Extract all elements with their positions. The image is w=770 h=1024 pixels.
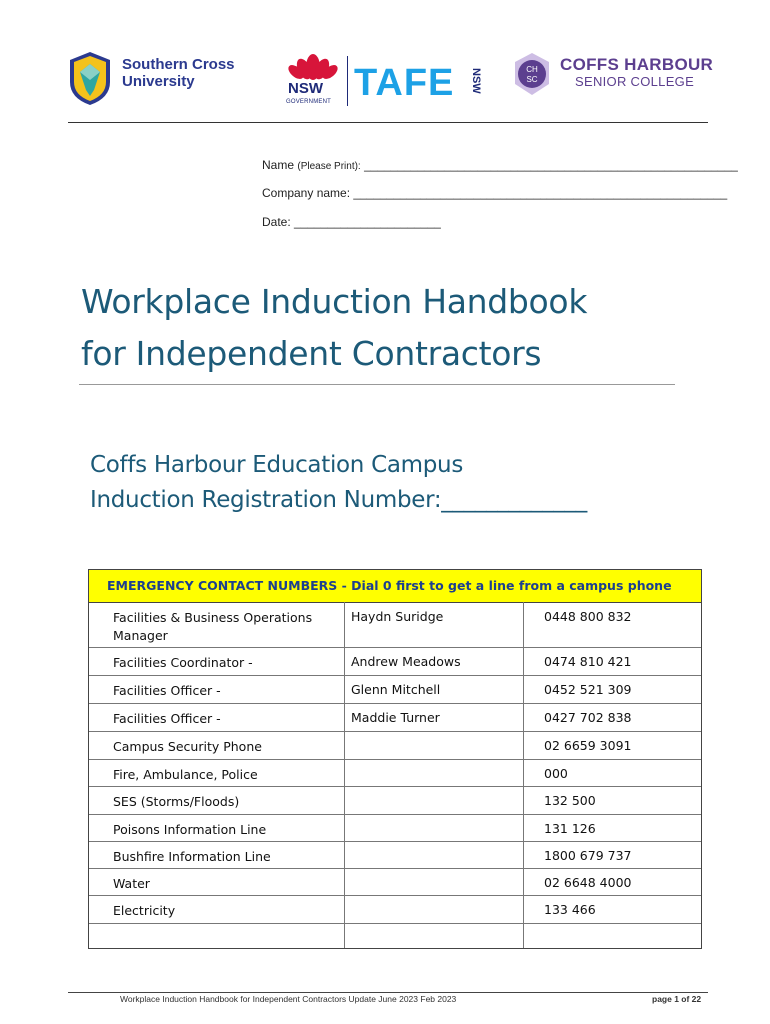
footer-document-title: Workplace Induction Handbook for Independent Contractors Update June 2023 Feb 2023 [120,994,457,1004]
contact-role: Fire, Ambulance, Police [113,767,258,782]
contact-row [89,815,701,842]
contact-row [89,896,701,924]
date-field[interactable] [262,215,441,229]
company-name-label: Company name: [262,186,351,200]
contact-phone: 0474 810 421 [544,654,632,669]
emergency-table-body [89,603,701,948]
contact-row [89,869,701,896]
title-line-2: for Independent Contractors [81,334,542,373]
contact-role: Poisons Information Line [113,822,267,837]
contact-role: Facilities & Business Operations Manager [113,610,313,643]
contact-phone: 0427 702 838 [544,710,632,725]
svg-text:CH: CH [526,65,538,74]
nsw-government-logo [282,50,342,110]
contact-row [89,787,701,815]
svg-text:NSW: NSW [470,68,482,94]
name-blank-line: ________________________________________________________ [364,158,738,172]
contact-role: Bushfire Information Line [113,849,271,864]
southern-cross-university-logo [68,50,268,108]
date-label: Date: [262,215,291,229]
contact-name: Haydn Suridge [351,609,444,624]
contact-row [89,924,701,948]
contact-name: Glenn Mitchell [351,682,441,697]
contact-row [89,676,701,704]
contact-name: Andrew Meadows [351,654,461,669]
emergency-contacts-table [88,569,702,949]
name-field[interactable] [262,158,738,172]
waratah-flower-icon [284,50,342,84]
contact-phone: 0452 521 309 [544,682,632,697]
tafe-logo-text: TAFE [354,62,455,104]
document-title [81,276,587,380]
contact-name: Maddie Turner [351,710,440,725]
contact-row [89,648,701,676]
logo-divider [347,56,348,106]
title-divider [79,384,675,385]
page-number-text: page 1 of 22 [652,994,702,1004]
header-divider [68,122,708,123]
company-blank-line: ________________________________________________________ [353,186,728,200]
scu-shield-icon [68,50,112,106]
contact-row [89,842,701,869]
contact-role: SES (Storms/Floods) [113,794,240,809]
contact-role: Water [113,876,150,891]
scu-logo-line2: University [122,73,195,90]
footer-divider [68,992,708,993]
registration-number-field: Induction Registration Number:_____________ [90,487,587,513]
campus-subtitle [90,448,587,518]
contact-phone: 132 500 [544,793,596,808]
contact-role: Facilities Coordinator - [113,655,253,670]
contact-row [89,603,701,648]
contact-phone: 000 [544,766,568,781]
svg-text:SC: SC [526,75,538,84]
contact-phone: 131 126 [544,821,596,836]
contact-phone: 0448 800 832 [544,609,632,624]
chsc-logo-subtitle: SENIOR COLLEGE [575,74,695,89]
contact-phone: 02 6659 3091 [544,738,632,753]
scu-logo-line1: Southern Cross [122,56,235,73]
contact-role: Electricity [113,903,176,918]
contact-row [89,732,701,760]
nsw-logo-text: NSW [288,80,323,97]
name-label: Name [262,158,295,172]
page-number [652,994,701,1004]
contact-row [89,760,701,787]
company-name-field[interactable] [262,186,727,200]
contact-phone: 02 6648 4000 [544,875,632,890]
contact-role: Campus Security Phone [113,739,262,754]
emergency-table-heading: EMERGENCY CONTACT NUMBERS - Dial 0 first to get a line from a campus phone [89,570,701,603]
chsc-logo-title: COFFS HARBOUR [560,55,714,74]
contact-row [89,704,701,732]
date-blank-line: ______________________ [294,215,441,229]
name-hint: (Please Print): [297,161,361,172]
contact-phone: 1800 679 737 [544,848,632,863]
contact-phone: 133 466 [544,902,596,917]
contact-role: Facilities Officer - [113,683,221,698]
campus-name: Coffs Harbour Education Campus [90,452,464,478]
contact-role: Facilities Officer - [113,711,221,726]
title-line-1: Workplace Induction Handbook [81,282,588,321]
tafe-nsw-tag [469,66,483,102]
nsw-government-text: GOVERNMENT [286,99,332,105]
chsc-badge-icon [512,52,552,96]
